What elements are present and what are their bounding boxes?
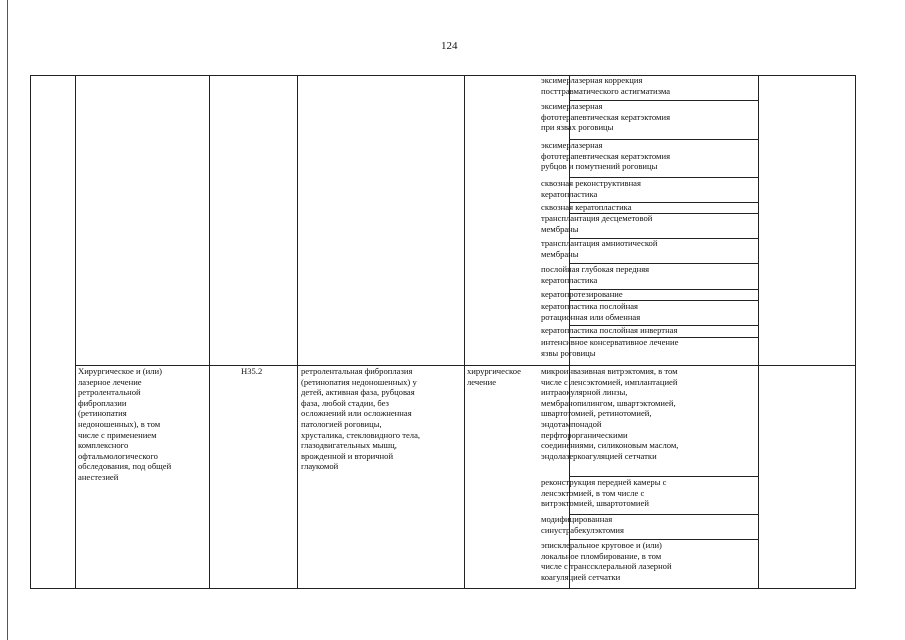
procedure-cell: эксимерлазерная фототерапевтическая кератэктомия рубцов и помутнений роговицы xyxy=(541,140,671,172)
procedure-cell: кератопластика послойная инвертная xyxy=(541,325,678,335)
procedure-cell: реконструкция передней камеры с ленсэктомией, в том числе с витрэктомией, швартотомией xyxy=(541,477,667,509)
procedure-cell: сквозная реконструктивная кератопластика xyxy=(541,178,641,199)
procedure-cell: трансплантация десцеметовой мембраны xyxy=(541,213,653,234)
procedure-cell: микроинвазивная витрэктомия, в том числе с ленсэктомией, имплантацией интраокулярной линзы, мембранопилингом, швартэктомией, швартотомией, ретинотомией, эндотампонадой перфторорганическими соединениями, силиконовым маслом, эндолазеркоагуляцией сетчатки xyxy=(541,366,679,461)
procedure-cell: эксимерлазерная коррекция посттравматического астигматизма xyxy=(541,75,671,96)
column-divider xyxy=(209,76,210,588)
procedure-cell: трансплантация амниотической мембраны xyxy=(541,238,658,259)
procedure-cell: эксимерлазерная фототерапевтическая кератэктомия при язвах роговицы xyxy=(541,101,671,133)
column-divider xyxy=(75,76,76,588)
intervention-name-cell: Хирургическое и (или) лазерное лечение ретролентальной фиброплазии (ретинопатия недоношенных), в том числе с применением комплексного офтальмологического обследования, под общей анестезией xyxy=(78,366,172,482)
procedure-cell: модифицированная синустрабекулэктомия xyxy=(541,514,624,535)
procedure-cell: послойная глубокая передняя кератопластика xyxy=(541,264,650,285)
column-divider xyxy=(297,76,298,588)
row-divider xyxy=(75,365,855,366)
page-number: 124 xyxy=(441,40,458,52)
treatment-type-cell: хирургическое лечение xyxy=(467,366,521,387)
treatment-table xyxy=(30,75,856,589)
patient-model-cell: ретролентальная фиброплазия (ретинопатия недоношенных) у детей, активная фаза, рубцовая фаза, любой стадии, без осложнений или осложненная патологией роговицы, хрусталика, стекловидного тела, глазодвигательных мышц, врожденной и вторичной глаукомой xyxy=(301,366,421,472)
procedure-cell: сквозная кератопластика xyxy=(541,202,632,212)
icd-code-cell: H35.2 xyxy=(241,366,263,376)
procedure-cell: эписклеральное круговое и (или) локальное пломбирование, в том числе с транссклеральной лазерной коагуляцией сетчатки xyxy=(541,540,672,582)
column-divider xyxy=(464,76,465,588)
column-divider xyxy=(758,76,759,588)
procedure-cell: кератопротезирование xyxy=(541,289,623,299)
scan-edge-line xyxy=(7,0,8,640)
procedure-cell: интенсивное консервативное лечение язвы роговицы xyxy=(541,337,679,358)
procedure-cell: кератопластика послойная ротационная или обменная xyxy=(541,301,641,322)
